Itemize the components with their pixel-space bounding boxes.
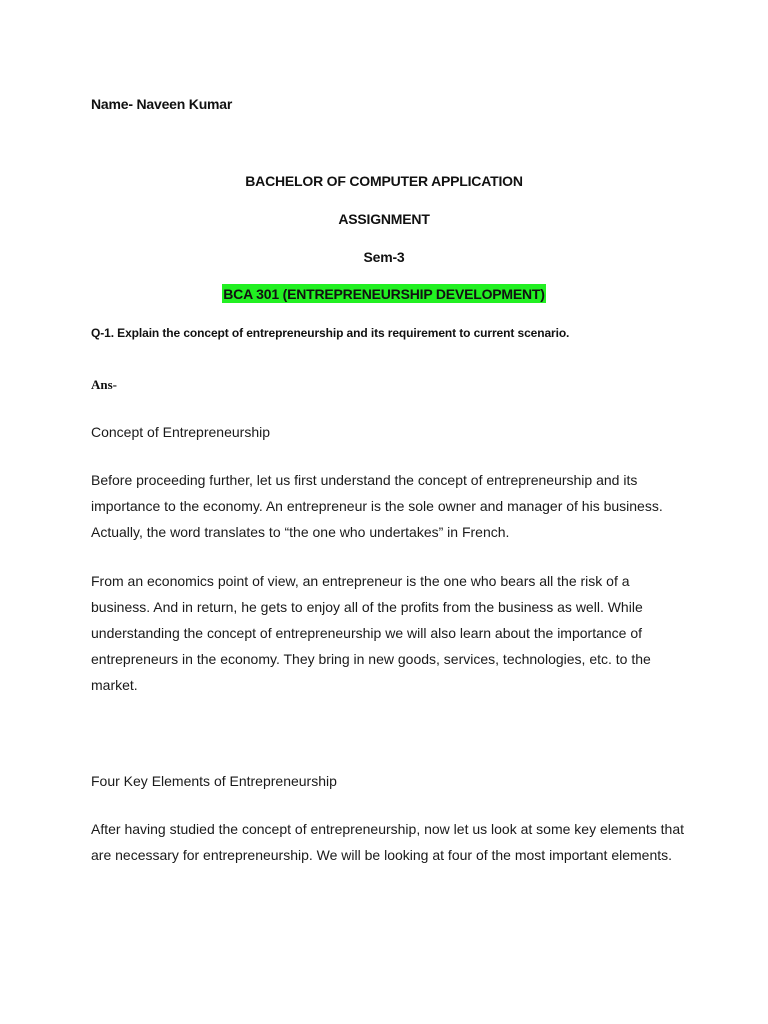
course-title-highlighted: BCA 301 (ENTREPRENEURSHIP DEVELOPMENT) bbox=[223, 286, 545, 302]
degree-title: BACHELOR OF COMPUTER APPLICATION bbox=[245, 173, 523, 189]
course-line bbox=[0, 286, 768, 302]
paragraph-key-elements-intro: After having studied the concept of entrepreneurship, now let us look at some key elements that are necessary for entrepreneurship. We will be looking at four of the most important elements. bbox=[91, 821, 685, 863]
question-text: Explain the concept of entrepreneurship and its requirement to current scenario. bbox=[113, 326, 570, 340]
semester-label: Sem-3 bbox=[363, 249, 405, 265]
assignment-title: ASSIGNMENT bbox=[338, 211, 430, 227]
question-1 bbox=[91, 326, 569, 340]
section-heading-key-elements: Four Key Elements of Entrepreneurship bbox=[91, 773, 337, 789]
question-number: Q-1. bbox=[91, 326, 114, 340]
answer-label: Ans- bbox=[91, 377, 118, 392]
section-heading-concept: Concept of Entrepreneurship bbox=[91, 424, 270, 440]
paragraph-concept-intro: Before proceeding further, let us first understand the concept of entrepreneurship and its importance to the economy. An entrepreneur is the sole owner and manager of his business. Actually, the word translates to “the one who undertakes” in French. bbox=[91, 472, 663, 540]
student-name: Name- Naveen Kumar bbox=[91, 96, 233, 112]
paragraph-economics-view: From an economics point of view, an entrepreneur is the one who bears all the risk of a business. And in return, he gets to enjoy all of the profits from the business as well. While understanding the concept of entrepreneurship we will also learn about the importance of entrepreneurs in the economy. They bring in new goods, services, technologies, etc. to the market. bbox=[91, 573, 651, 693]
